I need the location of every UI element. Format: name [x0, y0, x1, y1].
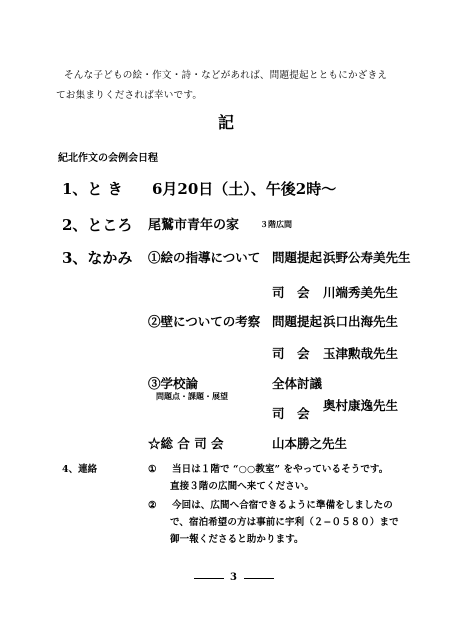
agenda-role-1: 問題提起 [272, 250, 323, 265]
agenda-role-5: 全体討議 [272, 376, 323, 391]
intro-line-1: そんな子どもの絵・作文・詩・などがあれば、問題提起とともにかざきえ [64, 70, 388, 81]
contact-label: 4、連絡 [62, 464, 98, 475]
page-number-rule-right [244, 578, 274, 579]
item-content-label: 3、なかみ [62, 249, 133, 267]
contact-p2-line-1: 今回は、広間へ合宿できるように準備をしましたの [172, 500, 393, 511]
agenda-role-3: 問題提起 [272, 314, 323, 329]
ki-heading: 記 [218, 113, 235, 132]
page-number: 3 [230, 572, 237, 583]
contact-p2-number: ② [148, 500, 157, 511]
item-time-label: 1、と き [62, 180, 123, 198]
contact-p1-number: ① [148, 464, 157, 475]
contact-p1-line-2: 直接３階の広間へ来てください。 [170, 481, 315, 492]
intro-line-2: てお集まりくだされば幸いです。 [56, 90, 203, 101]
agenda-topic-4: ☆総 合 司 会 [148, 436, 224, 451]
agenda-person-7: 山本勝之先生 [272, 436, 348, 451]
agenda-role-4: 司 会 [272, 346, 310, 361]
agenda-person-4: 玉津勲哉先生 [323, 346, 399, 361]
agenda-topic-3-sub: 問題点・課題・展望 [156, 391, 228, 401]
item-place-note: ３階広間 [260, 219, 292, 229]
agenda-topic-3: ③学校論 [148, 376, 199, 391]
contact-p1-line-1: 当日は１階で “○○教室” をやっているそうです。 [172, 464, 389, 475]
agenda-person-1: 浜野公寿美先生 [323, 250, 411, 265]
contact-p2-line-3: 御一報くださると助かります。 [170, 534, 304, 545]
item-time-value: 6月20日（土）、午後2時〜 [152, 180, 337, 198]
agenda-person-2: 川端秀美先生 [323, 285, 399, 300]
agenda-role-2: 司 会 [272, 285, 310, 300]
page-number-rule-left [194, 578, 224, 579]
schedule-title: 紀北作文の会例会日程 [58, 153, 158, 164]
contact-p2-line-2: で、宿泊希望の方は事前に宇利（２−０５８０）まで [170, 517, 399, 528]
item-place-label: 2、ところ [62, 216, 133, 234]
agenda-topic-1: ①絵の指導について [148, 250, 261, 265]
agenda-topic-2: ②壁についての考察 [148, 314, 261, 329]
agenda-role-6: 司 会 [272, 406, 310, 421]
item-place-value: 尾鷲市青年の家 [148, 218, 240, 233]
agenda-person-3: 浜口出海先生 [323, 314, 399, 329]
agenda-person-6: 奥村康逸先生 [323, 398, 399, 413]
